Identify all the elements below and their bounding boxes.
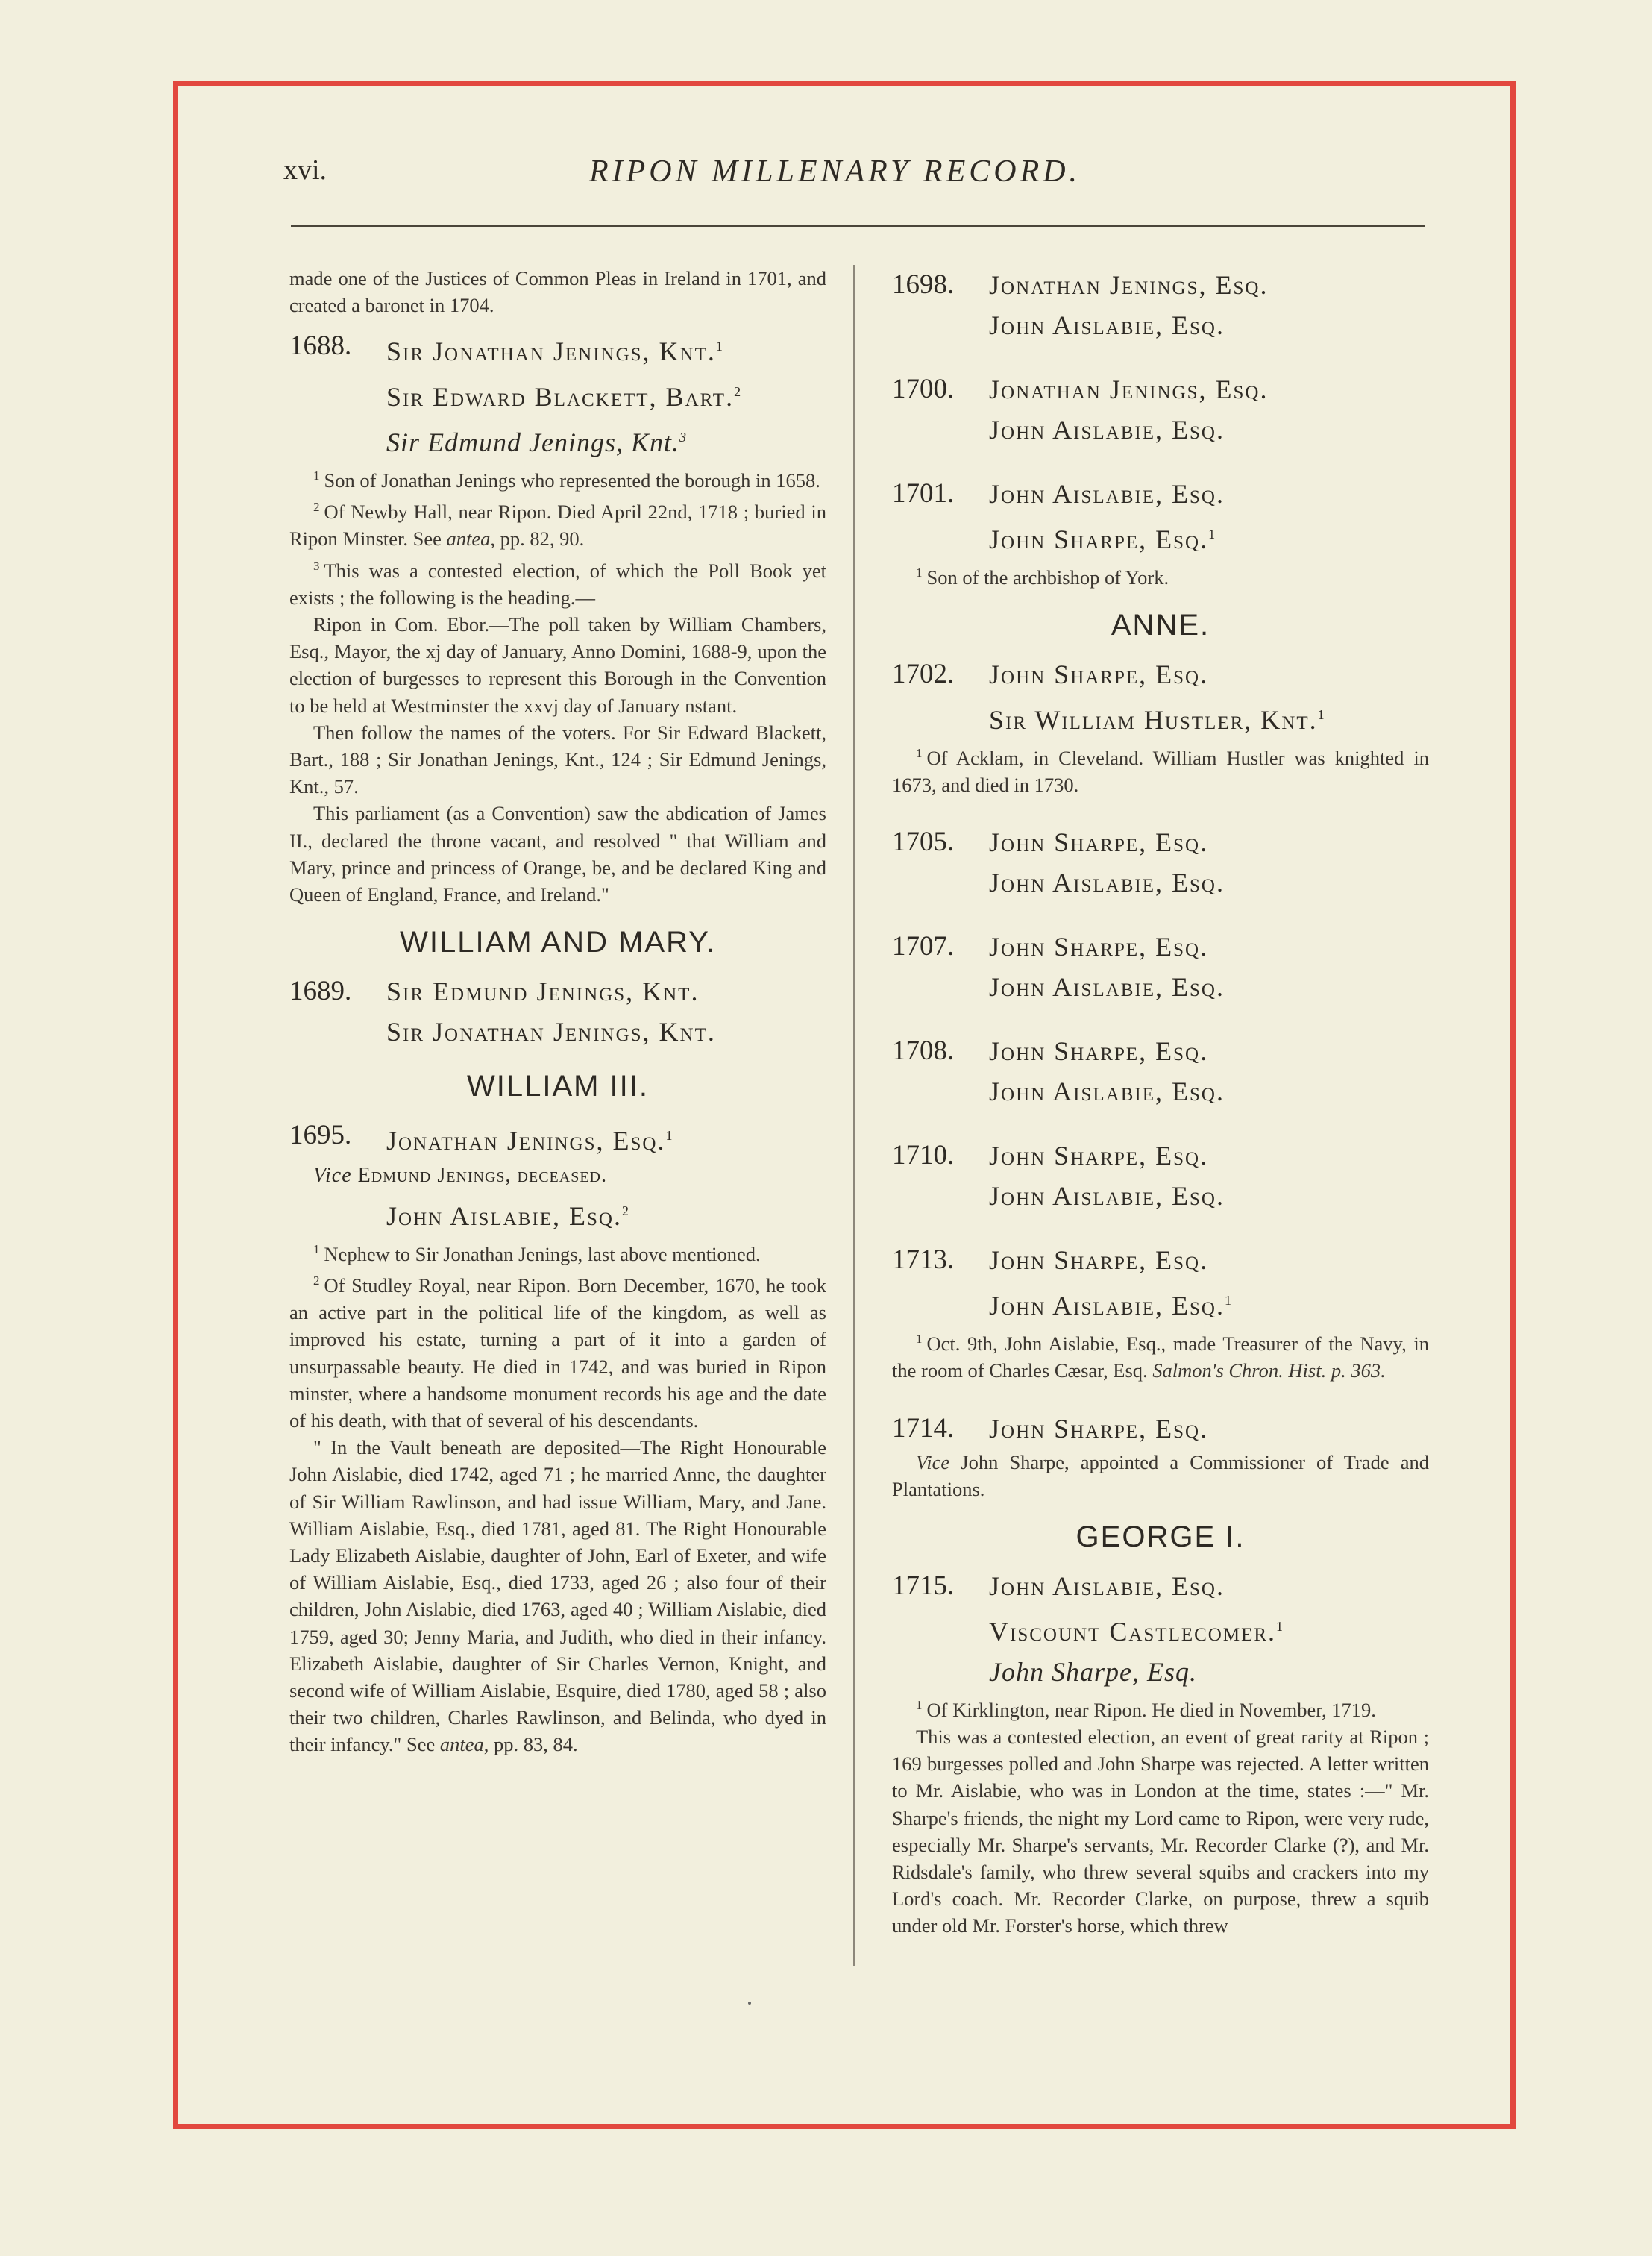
- year: 1708.: [892, 1035, 955, 1067]
- member: John Aislabie, Esq.$^1$: [989, 1291, 1233, 1321]
- running-title: RIPON MILLENARY RECORD.: [589, 154, 1081, 189]
- footnote: $^2$ Of Newby Hall, near Ripon. Died April 22nd, 1718 ; buried in Ripon Minster. See antea, pp. 82, 90.: [289, 500, 826, 551]
- footnotes-1688: [289, 463, 826, 908]
- footnote-poll-heading: Ripon in Com. Ebor.—The poll taken by William Chambers, Esq., Mayor, the xj day of January, Anno Domini, 1688-9, upon the election of burgesses to represent this Borough in the Convention to be held at Westminster the xxvj day of January nstant.: [289, 612, 826, 717]
- year: 1701.: [892, 478, 955, 509]
- member: John Aislabie, Esq.: [989, 972, 1225, 1003]
- election-1708: [892, 1031, 1429, 1112]
- year: 1707.: [892, 931, 955, 962]
- election-1688: [289, 326, 826, 463]
- year: 1689.: [289, 976, 352, 1007]
- footnotes-1715: [892, 1692, 1429, 1940]
- footnote: $^1$ Oct. 9th, John Aislabie, Esq., made Treasurer of the Navy, in the room of Charles Cæsar, Esq. Salmon's Chron. Hist. p. 363.: [892, 1332, 1429, 1382]
- footnote-epitaph: " In the Vault beneath are deposited—The Right Honourable John Aislabie, died 1742, aged 71 ; he married Anne, the daughter of Sir William Rawlinson, and had issue William, Mary, and Jane. William Aislabie, Esq., died 1781, aged 81. The Right Honourable Lady Elizabeth Aislabie, daughter of John, Earl of Exeter, and wife of William Aislabie, Esq., died 1733, aged 26 ; also four of their children, John Aislabie, died 1763, aged 40 ; William Aislabie, died 1759, aged 30; Jenny Maria, and Judith, who died in their infancy. Elizabeth Aislabie, daughter of Sir Charles Vernon, Knight, and second wife of William Aislabie, Esquire, died 1780, aged 58 ; also their two children, Charles Rawlinson, and Belinda, who dyed in their infancy." See antea, pp. 83, 84.: [289, 1436, 826, 1756]
- member: John Aislabie, Esq.: [989, 1181, 1225, 1212]
- member: John Sharpe, Esq.: [989, 1656, 1197, 1687]
- member: Viscount Castlecomer.$^1$: [989, 1616, 1285, 1646]
- vice-text: Vice John Sharpe, appointed a Commissioner of Trade and Plantations.: [892, 1450, 1430, 1500]
- reign-heading: WILLIAM AND MARY.: [400, 926, 716, 959]
- election-1702: [892, 654, 1429, 740]
- member: Sir Edward Blackett, Bart.$^2$: [386, 382, 743, 413]
- footnote: $^1$ Of Acklam, in Cleveland. William Hustler was knighted in 1673, and died in 1730.: [892, 746, 1429, 797]
- member: Sir Jonathan Jenings, Knt.: [386, 1017, 716, 1047]
- member: John Aislabie, Esq.: [989, 479, 1225, 509]
- election-1700: [892, 369, 1429, 450]
- member: Sir William Hustler, Knt.$^1$: [989, 705, 1326, 736]
- reign-heading: WILLIAM III.: [466, 1070, 650, 1103]
- footnote-votes: Then follow the names of the voters. For Sir Edward Blackett, Bart., 188 ; Sir Jonathan Jenings, Knt., 124 ; Sir Edmund Jenings, Knt., 57.: [289, 721, 826, 798]
- year: 1695.: [289, 1120, 352, 1151]
- page-mark: [748, 2002, 751, 2005]
- election-1715: [892, 1566, 1429, 1692]
- footnote: $^3$ This was a contested election, of which the Poll Book yet exists ; the following is the heading.—: [289, 558, 826, 609]
- vice-note-1714: [892, 1449, 1429, 1503]
- election-1713: [892, 1240, 1429, 1326]
- member: John Sharpe, Esq.: [989, 1036, 1209, 1067]
- folio: xvi.: [283, 154, 327, 186]
- year: 1702.: [892, 659, 955, 690]
- member: John Sharpe, Esq.: [989, 1141, 1209, 1171]
- year: 1700.: [892, 374, 955, 404]
- election-1701: [892, 474, 1429, 560]
- election-1695: [289, 1115, 826, 1236]
- footnote: $^1$ Son of the archbishop of York.: [916, 565, 1169, 589]
- election-1707: [892, 927, 1429, 1007]
- footnotes-1695: [289, 1236, 826, 1758]
- election-1698: [892, 265, 1429, 345]
- member: John Sharpe, Esq.: [989, 1413, 1209, 1444]
- year: 1710.: [892, 1140, 955, 1171]
- member: Jonathan Jenings, Esq.: [989, 270, 1269, 300]
- left-column: [289, 265, 826, 1758]
- page-header: [283, 154, 1425, 198]
- footnote: $^1$ Nephew to Sir Jonathan Jenings, last above mentioned.: [313, 1242, 761, 1265]
- footnote-contest: This was a contested election, an event of great rarity at Ripon ; 169 burgesses polled and John Sharpe was rejected. A letter written to Mr. Aislabie, who was in London at the time, states :—" Mr. Sharpe's friends, the night my Lord came to Ripon, were very rude, especially Mr. Sharpe's servants, Mr. Recorder Clarke (?), and Mr. Ridsdale's family, who threw several squibs and crackers into my Lord's coach. Mr. Recorder Clarke, on purpose, threw a squib under old Mr. Forster's horse, which threw: [892, 1725, 1429, 1937]
- footnote: $^1$ Son of Jonathan Jenings who represented the borough in 1658.: [313, 469, 820, 492]
- election-1689: [289, 971, 826, 1052]
- vice-note: Vice Edmund Jenings, deceased.: [313, 1164, 608, 1188]
- member: John Aislabie, Esq.$^2$: [386, 1201, 630, 1232]
- member: Sir Edmund Jenings, Knt.: [386, 977, 700, 1007]
- year: 1705.: [892, 827, 955, 858]
- member: John Sharpe, Esq.: [989, 1245, 1209, 1276]
- member: Jonathan Jenings, Esq.$^1$: [386, 1126, 674, 1156]
- member: John Sharpe, Esq.: [989, 827, 1209, 858]
- member: John Sharpe, Esq.$^1$: [989, 524, 1217, 554]
- member: Sir Edmund Jenings, Knt.$^3$: [386, 427, 687, 458]
- year: 1713.: [892, 1244, 955, 1276]
- footnote: $^1$ Of Kirklington, near Ripon. He died in November, 1719.: [916, 1697, 1376, 1721]
- member: John Aislabie, Esq.: [989, 1077, 1225, 1107]
- year: 1715.: [892, 1570, 955, 1601]
- member: John Sharpe, Esq.: [989, 932, 1209, 962]
- member: Sir Jonathan Jenings, Knt.$^1$: [386, 336, 724, 367]
- member: Jonathan Jenings, Esq.: [989, 375, 1269, 404]
- year: 1698.: [892, 269, 955, 300]
- member: John Aislabie, Esq.: [989, 1570, 1225, 1601]
- election-1710: [892, 1135, 1429, 1216]
- footnote-1701: [892, 560, 1429, 591]
- year: 1714.: [892, 1412, 955, 1444]
- member: John Aislabie, Esq.: [989, 868, 1225, 898]
- year: 1688.: [289, 330, 352, 362]
- member: John Aislabie, Esq.: [989, 415, 1225, 445]
- member: John Sharpe, Esq.: [989, 659, 1209, 690]
- member: John Aislabie, Esq.: [989, 310, 1225, 340]
- footnote-1713: [892, 1326, 1429, 1384]
- intro-text: made one of the Justices of Common Pleas in Ireland in 1701, and created a baronet in 1704.: [289, 267, 826, 317]
- column-divider: [853, 265, 855, 1966]
- election-1705: [892, 822, 1429, 903]
- header-rule: [291, 225, 1425, 227]
- right-column: [892, 265, 1429, 1940]
- footnote-1702: [892, 740, 1429, 798]
- election-1714: [892, 1409, 1429, 1449]
- footnote: $^2$ Of Studley Royal, near Ripon. Born December, 1670, he took an active part in the political life of the kingdom, as well as improved his estate, turning a part of it into a garden of unsurpassable beauty. He died in 1742, and was buried in Ripon minster, where a handsome monument records his age and the date of his death, with that of several of his descendants.: [289, 1273, 826, 1432]
- footnote-parliament: This parliament (as a Convention) saw the abdication of James II., declared the throne vacant, and resolved " that William and Mary, prince and princess of Orange, be, and be declared King and Queen of England, France, and Ireland.": [289, 802, 826, 906]
- reign-heading: GEORGE I.: [1075, 1520, 1246, 1553]
- reign-heading: ANNE.: [1111, 609, 1210, 642]
